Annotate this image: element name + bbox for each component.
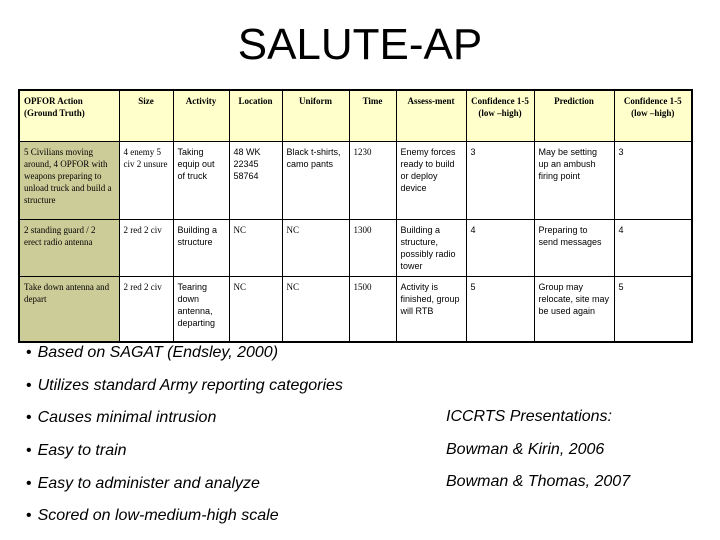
cell: 2 red 2 civ (119, 277, 173, 342)
cell: 2 red 2 civ (119, 220, 173, 277)
cell: 5 (466, 277, 534, 342)
header-cell: Activity (173, 90, 229, 142)
cell: Activity is finished, group will RTB (396, 277, 466, 342)
header-cell: Location (229, 90, 282, 142)
cell: Group may relocate, site may be used again (534, 277, 614, 342)
cell: NC (229, 277, 282, 342)
table-row (19, 220, 692, 277)
cell: 4 (614, 220, 692, 277)
cell: Black t-shirts, camo pants (282, 142, 349, 220)
cell: 5 (614, 277, 692, 342)
table-row (19, 277, 692, 342)
cell: 48 WK 22345 58764 (229, 142, 282, 220)
header-cell: OPFOR Action (Ground Truth) (19, 90, 119, 142)
header-cell: Size (119, 90, 173, 142)
bullet-item: • Utilizes standard Army reporting categories (26, 376, 343, 394)
cell: 1500 (349, 277, 396, 342)
bullet-item: • Easy to administer and analyze (26, 474, 260, 492)
salute-table (18, 89, 693, 343)
bullet-item: • Scored on low-medium-high scale (26, 507, 279, 525)
cell: May be setting up an ambush firing point (534, 142, 614, 220)
header-cell: Prediction (534, 90, 614, 142)
table-row (19, 142, 692, 220)
cell: NC (282, 277, 349, 342)
cell: 1230 (349, 142, 396, 220)
bullet-item: • Causes minimal intrusion (26, 409, 217, 427)
cell: NC (282, 220, 349, 277)
reference-item: Bowman & Kirin, 2006 (446, 440, 605, 458)
bullet-item: • Easy to train (26, 442, 127, 460)
cell: 3 (466, 142, 534, 220)
header-cell: Assess-ment (396, 90, 466, 142)
cell: 3 (614, 142, 692, 220)
table-header-row (19, 90, 692, 142)
cell: Tearing down antenna, departing (173, 277, 229, 342)
bullet-list (26, 342, 343, 538)
cell: Preparing to send messages (534, 220, 614, 277)
cell: 1300 (349, 220, 396, 277)
header-cell: Confidence 1-5 (low –high) (466, 90, 534, 142)
header-cell: Uniform (282, 90, 349, 142)
header-cell: Time (349, 90, 396, 142)
references (446, 406, 630, 504)
cell: Building a structure (173, 220, 229, 277)
bullet-item: • Based on SAGAT (Endsley, 2000) (26, 344, 279, 361)
cell: Building a structure, possibly radio tower (396, 220, 466, 277)
cell: NC (229, 220, 282, 277)
cell: 5 Civilians moving around, 4 OPFOR with weapons preparing to unload truck and build a structure (19, 142, 119, 220)
cell: 4 enemy 5 civ 2 unsure (119, 142, 173, 220)
cell: 2 standing guard / 2 erect radio antenna (19, 220, 119, 277)
cell: Take down antenna and depart (19, 277, 119, 342)
reference-item: Bowman & Thomas, 2007 (446, 473, 631, 491)
header-cell: Confidence 1-5 (low –high) (614, 90, 692, 142)
cell: 4 (466, 220, 534, 277)
cell: Enemy forces ready to build or deploy device (396, 142, 466, 220)
slide-title: SALUTE-AP (237, 20, 483, 69)
reference-heading: ICCRTS Presentations: (446, 408, 612, 425)
cell: Taking equip out of truck (173, 142, 229, 220)
